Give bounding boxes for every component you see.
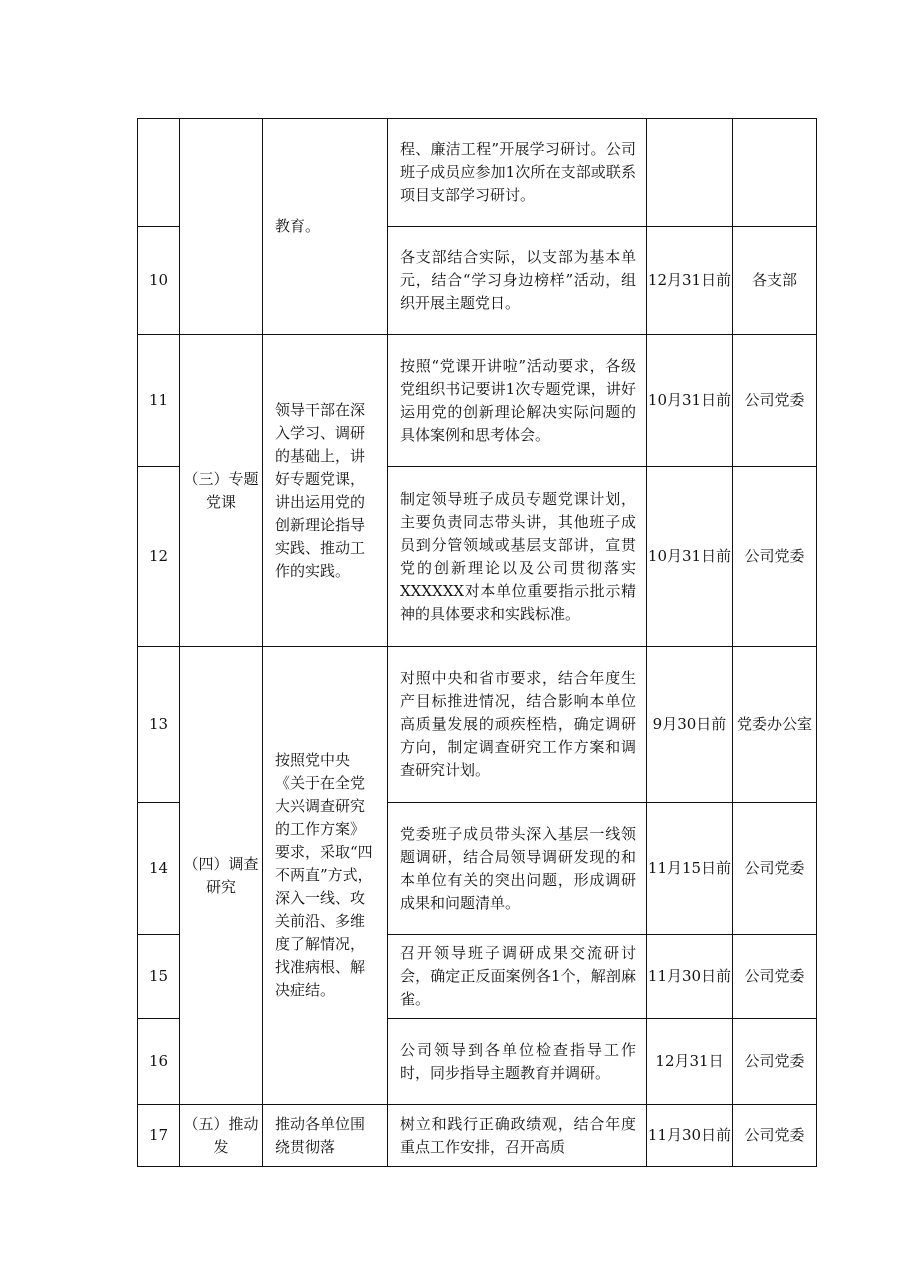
deadline-cell [647,119,733,227]
row-number: 15 [138,935,180,1019]
deadline-cell: 10月31日前 [647,335,733,467]
deadline-cell: 12月31日前 [647,227,733,335]
responsible-dept-cell: 公司党委 [733,935,817,1019]
responsible-dept-cell: 公司党委 [733,803,817,935]
responsible-dept-cell: 各支部 [733,227,817,335]
row-number: 10 [138,227,180,335]
table-row [138,647,817,803]
category-cell: （五）推动发 [180,1105,263,1167]
table-row [138,335,817,467]
task-description: 程、廉洁工程”开展学习研讨。公司班子成员应参加1次所在支部或联系项目支部学习研讨。 [388,119,647,227]
row-number: 14 [138,803,180,935]
task-description: 树立和践行正确政绩观，结合年度重点工作安排，召开高质 [388,1105,647,1167]
deadline-cell: 11月15日前 [647,803,733,935]
row-number: 16 [138,1019,180,1105]
table-row [138,119,817,227]
goal-cell: 推动各单位围绕贯彻落 [263,1105,388,1167]
row-number: 12 [138,467,180,647]
category-cell: （四）调查研究 [180,647,263,1105]
responsible-dept-cell: 公司党委 [733,467,817,647]
category-cell [180,119,263,335]
responsible-dept-cell [733,119,817,227]
task-description: 公司领导到各单位检查指导工作时，同步指导主题教育并调研。 [388,1019,647,1105]
task-description: 对照中央和省市要求，结合年度生产目标推进情况，结合影响本单位高质量发展的顽疾桎梏，确定调研方向，制定调查研究工作方案和调查研究计划。 [388,647,647,803]
goal-cell: 按照党中央《关于在全党大兴调查研究的工作方案》要求，采取“四不两直”方式，深入一线、攻关前沿、多维度了解情况，找准病根、解决症结。 [263,647,388,1105]
responsible-dept-cell: 党委办公室 [733,647,817,803]
category-cell: （三）专题党课 [180,335,263,647]
goal-cell: 教育。 [263,119,388,335]
row-number: 13 [138,647,180,803]
row-number: 11 [138,335,180,467]
task-description: 各支部结合实际，以支部为基本单元，结合“学习身边榜样”活动，组织开展主题党日。 [388,227,647,335]
work-plan-table [137,118,817,1167]
responsible-dept-cell: 公司党委 [733,1105,817,1167]
goal-cell: 领导干部在深入学习、调研的基础上，讲好专题党课，讲出运用党的创新理论指导实践、推动工作的实践。 [263,335,388,647]
row-number [138,119,180,227]
deadline-cell: 11月30日前 [647,1105,733,1167]
task-description: 按照“党课开讲啦”活动要求，各级党组织书记要讲1次专题党课，讲好运用党的创新理论解决实际问题的具体案例和思考体会。 [388,335,647,467]
deadline-cell: 11月30日前 [647,935,733,1019]
deadline-cell: 12月31日 [647,1019,733,1105]
deadline-cell: 9月30日前 [647,647,733,803]
row-number: 17 [138,1105,180,1167]
task-description: 召开领导班子调研成果交流研讨会，确定正反面案例各1个，解剖麻雀。 [388,935,647,1019]
task-description: 党委班子成员带头深入基层一线领题调研，结合局领导调研发现的和本单位有关的突出问题，形成调研成果和问题清单。 [388,803,647,935]
task-description: 制定领导班子成员专题党课计划，主要负责同志带头讲，其他班子成员到分管领域或基层支部讲，宣贯党的创新理论以及公司贯彻落实XXXXXX对本单位重要指示批示精神的具体要求和实践标准。 [388,467,647,647]
deadline-cell: 10月31日前 [647,467,733,647]
responsible-dept-cell: 公司党委 [733,335,817,467]
table-row [138,1105,817,1167]
responsible-dept-cell: 公司党委 [733,1019,817,1105]
